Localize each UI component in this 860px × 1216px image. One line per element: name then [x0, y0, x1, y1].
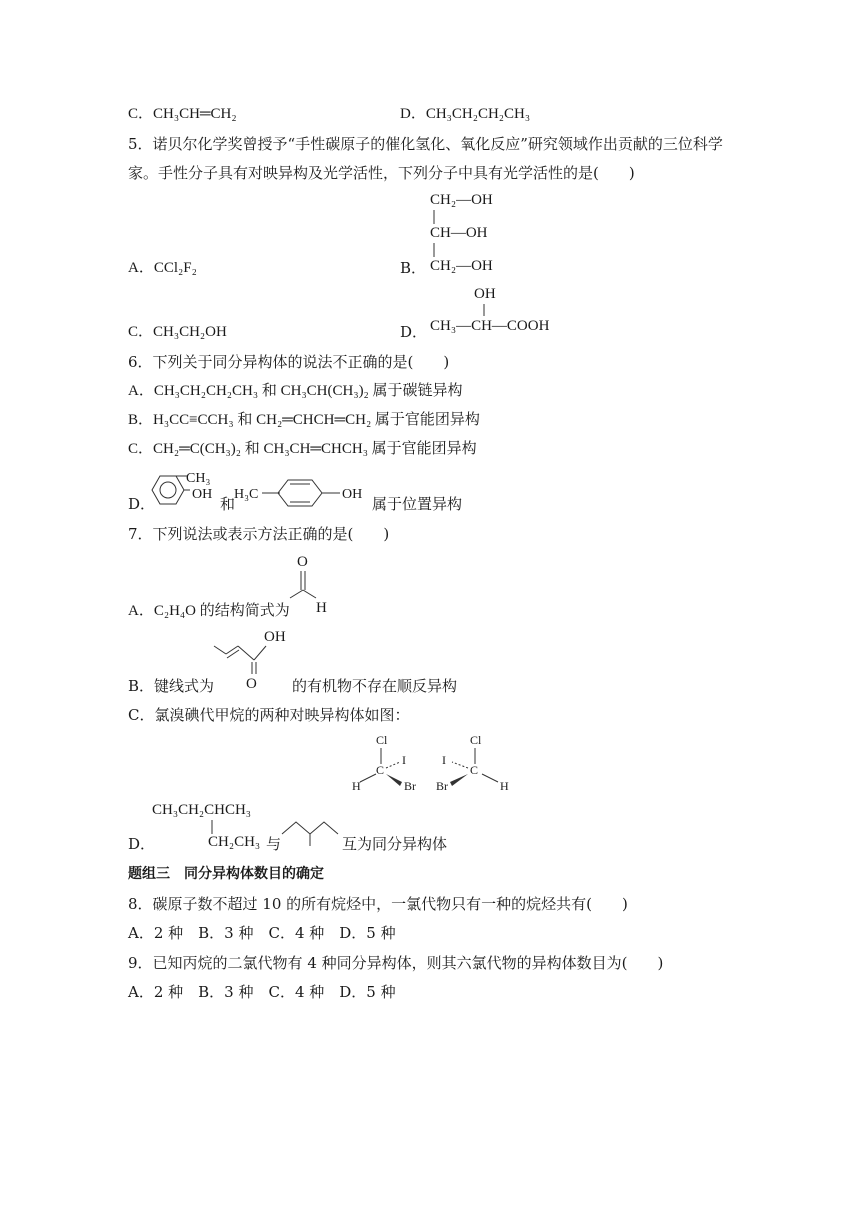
q5-option-a: A．CCl₂F₂: [128, 260, 197, 276]
right-c: C: [470, 763, 479, 777]
right-h: H: [500, 779, 509, 793]
right-cl: Cl: [470, 733, 482, 747]
lactic-acid-structure: [420, 282, 580, 340]
methylpentane-structure: [150, 798, 280, 850]
p-cresol-h3c: H₃C: [234, 487, 259, 502]
q7-option-d-tail: 互为同分异构体: [342, 835, 448, 853]
glycerol-row1: CH₂—OH: [430, 192, 493, 208]
acetaldehyde-structure: [288, 548, 338, 618]
q6-option-d-and: 和: [220, 495, 236, 513]
q5-option-d: D．: [400, 323, 428, 341]
q7-stem: 7．下列说法或表示方法正确的是( ): [128, 525, 390, 543]
lactic-oh: OH: [474, 286, 496, 302]
crotonic-o: O: [246, 676, 257, 692]
q6-option-b: B．H₃CC≡CCH₃ 和 CH₂═CHCH═CH₂ 属于官能团异构: [128, 412, 480, 428]
acetaldehyde-o: O: [297, 554, 308, 570]
q7-option-d-label: D．: [128, 835, 156, 853]
q5-option-b: B．: [400, 259, 427, 277]
q7-option-b-pre: B．键线式为: [128, 677, 215, 695]
left-h: H: [352, 779, 361, 793]
lactic-row: CH₃—CH—COOH: [430, 318, 550, 334]
q4-option-c: C．CH₃CH═CH₂: [128, 106, 237, 122]
q5-option-c: C．CH₃CH₂OH: [128, 324, 227, 340]
o-cresol-structure: [148, 468, 228, 514]
o-cresol-ch3: CH₃: [186, 471, 211, 486]
q5-stem-line2: 家。手性分子具有对映异构及光学活性，下列分子中具有光学活性的是( ): [128, 164, 635, 182]
left-br: Br: [404, 779, 416, 793]
q7-option-a: A．C₂H₄O 的结构简式为: [128, 603, 290, 619]
q7-option-c: C．氯溴碘代甲烷的两种对映异构体如图：: [128, 706, 410, 724]
enantiomers-diagram: [344, 730, 524, 796]
q4-option-d: D．CH₃CH₂CH₂CH₃: [400, 106, 531, 122]
crotonic-oh: OH: [264, 629, 286, 645]
q5-stem-line1: 5．诺贝尔化学奖曾授予“手性碳原子的催化氢化、氧化反应”研究领域作出贡献的三位科学: [128, 135, 723, 153]
q6-option-c: C．CH₂═C(CH₃)₂ 和 CH₃CH═CHCH₃ 属于官能团异构: [128, 441, 477, 457]
skeletal-structure: [280, 812, 342, 846]
q6-option-d-tail: 属于位置异构: [372, 495, 463, 513]
left-cl: Cl: [376, 733, 388, 747]
q8-stem: 8．碳原子数不超过 10 的所有烷烃中，一氯代物只有一种的烷烃共有( ): [128, 895, 628, 913]
left-i: I: [402, 753, 406, 767]
q8-options: A．2 种 B．3 种 C．4 种 D．5 种: [128, 924, 396, 942]
methylpentane-row2: CH₂CH₃: [208, 834, 261, 850]
glycerol-row3: CH₂—OH: [430, 258, 493, 274]
q9-stem: 9．已知丙烷的二氯代物有 4 种同分异构体，则其六氯代物的异构体数目为( ): [128, 954, 664, 972]
q6-stem: 6．下列关于同分异构体的说法不正确的是( ): [128, 353, 450, 371]
p-cresol-oh: OH: [342, 487, 363, 502]
glycerol-structure: [420, 188, 540, 278]
left-c: C: [376, 763, 385, 777]
glycerol-row2: CH—OH: [430, 225, 488, 241]
q9-options: A．2 种 B．3 种 C．4 种 D．5 种: [128, 983, 396, 1001]
right-br: Br: [436, 779, 448, 793]
q7-option-d-with: 与: [266, 835, 282, 853]
acetaldehyde-h: H: [316, 600, 327, 616]
methylpentane-row1: CH₃CH₂CHCH₃: [152, 802, 252, 818]
o-cresol-oh: OH: [192, 487, 213, 502]
section3-title: 题组三 同分异构体数目的确定: [128, 866, 324, 882]
q6-option-a: A．CH₃CH₂CH₂CH₃ 和 CH₃CH(CH₃)₂ 属于碳链异构: [128, 383, 463, 399]
q7-option-b-post: 的有机物不存在顺反异构: [292, 677, 458, 695]
q6-option-d-label: D．: [128, 495, 156, 513]
p-cresol-structure: [232, 476, 372, 512]
right-i: I: [442, 753, 446, 767]
crotonic-acid-structure: [210, 624, 300, 694]
